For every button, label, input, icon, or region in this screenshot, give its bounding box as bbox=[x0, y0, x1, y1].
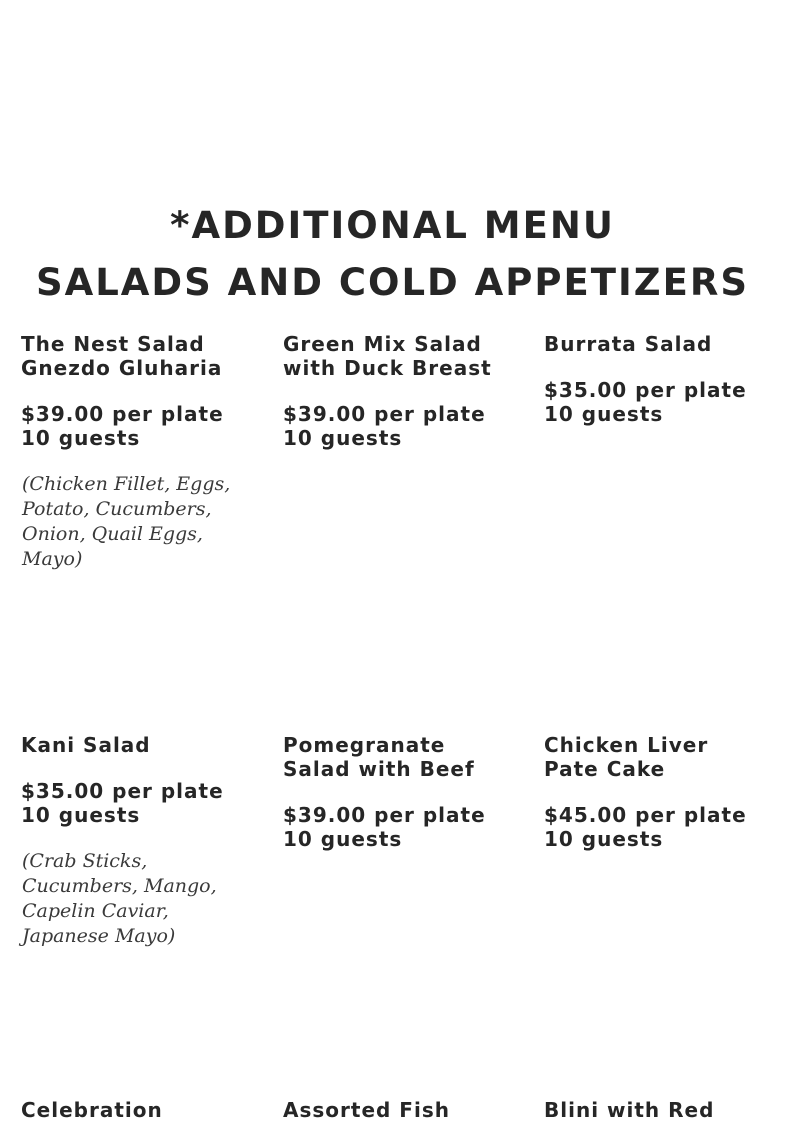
item-guests: 10 guests bbox=[283, 426, 403, 450]
item-guests: 10 guests bbox=[544, 402, 664, 426]
item-price: $35.00 per plate bbox=[544, 378, 747, 402]
item-price: $35.00 per plate bbox=[21, 779, 224, 803]
item-price: $45.00 per plate bbox=[544, 803, 747, 827]
item-name: Assorted Fish bbox=[283, 1098, 450, 1122]
item-price: $39.00 per plate bbox=[283, 803, 486, 827]
menu-item-pomegranate-salad bbox=[283, 733, 515, 851]
menu-item-blini bbox=[544, 1098, 776, 1122]
menu-item-burrata-salad bbox=[544, 332, 776, 426]
item-name: Pomegranate Salad with Beef bbox=[283, 733, 475, 781]
menu-item-nest-salad bbox=[21, 332, 253, 572]
menu-item-green-mix-salad bbox=[283, 332, 515, 450]
menu-item-celebration bbox=[21, 1098, 253, 1122]
item-name: Chicken Liver Pate Cake bbox=[544, 733, 709, 781]
menu-item-kani-salad bbox=[21, 733, 253, 949]
menu-item-chicken-liver-pate-cake bbox=[544, 733, 776, 851]
item-description: (Crab Sticks, Cucumbers, Mango, Capelin Caviar, Japanese Mayo) bbox=[22, 850, 217, 947]
item-name: The Nest Salad Gnezdo Gluharia bbox=[21, 332, 223, 380]
menu-item-assorted-fish bbox=[283, 1098, 515, 1122]
item-guests: 10 guests bbox=[544, 827, 664, 851]
item-price: $39.00 per plate bbox=[283, 402, 486, 426]
menu-header bbox=[0, 197, 785, 311]
item-guests: 10 guests bbox=[21, 426, 141, 450]
item-name: Green Mix Salad with Duck Breast bbox=[283, 332, 492, 380]
item-name: Kani Salad bbox=[21, 733, 151, 757]
item-name: Celebration bbox=[21, 1098, 163, 1122]
item-price: $39.00 per plate bbox=[21, 402, 224, 426]
item-guests: 10 guests bbox=[21, 803, 141, 827]
section-title: SALADS AND COLD APPETIZERS bbox=[35, 261, 750, 304]
item-guests: 10 guests bbox=[283, 827, 403, 851]
item-description: (Chicken Fillet, Eggs, Potato, Cucumbers, Onion, Quail Eggs, Mayo) bbox=[22, 473, 231, 570]
item-name: Blini with Red bbox=[544, 1098, 715, 1122]
page-title: *ADDITIONAL MENU bbox=[170, 204, 615, 247]
item-name: Burrata Salad bbox=[544, 332, 713, 356]
